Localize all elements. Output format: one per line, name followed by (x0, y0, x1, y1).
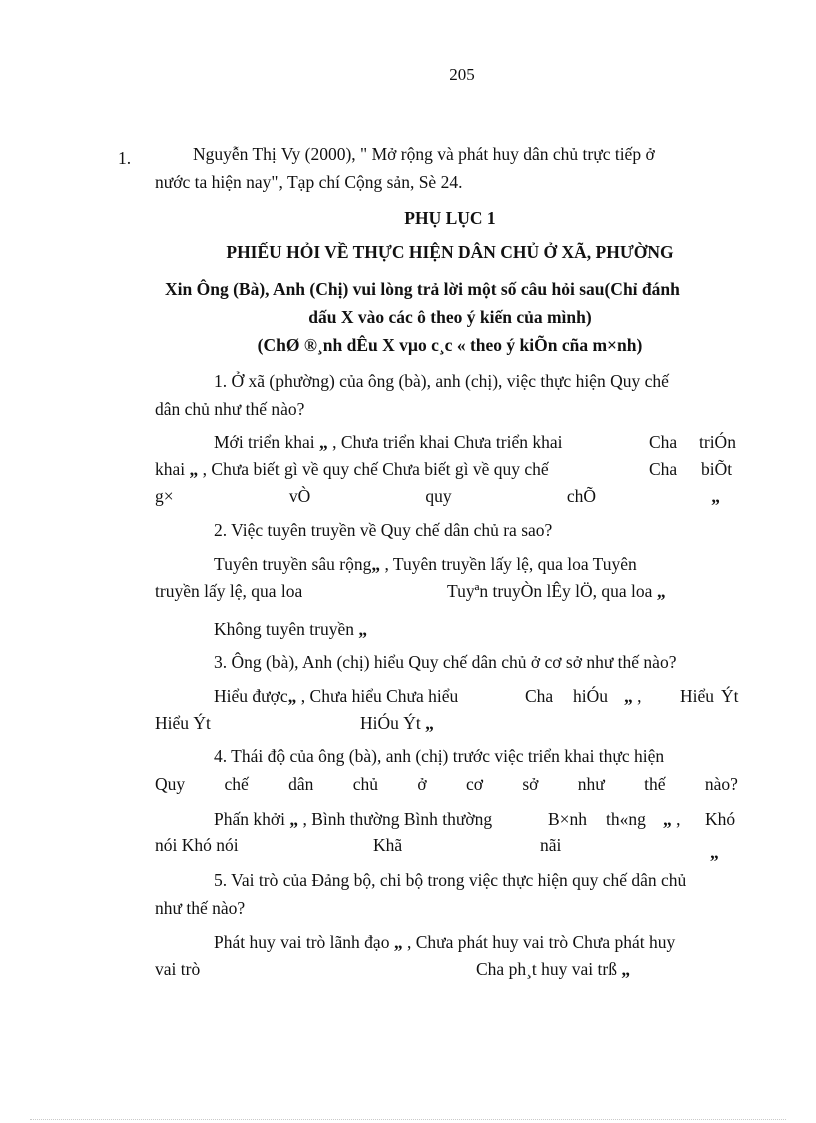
question-word: chủ (352, 774, 379, 794)
question-5-line-1: 5. Vai trò của Đảng bộ, chi bộ trong việc thực hiện quy chế dân chủ (214, 870, 687, 890)
q4-garbled-3 (373, 834, 402, 856)
option-text: , Chưa phát huy vai trò Chưa phát huy (406, 932, 676, 952)
q3-answer-line-2 (155, 712, 211, 734)
question-word: chế (224, 774, 249, 794)
option-text: , Tuyên truyền lấy lệ, qua loa Tuyên (384, 554, 637, 574)
question-1-line-1: 1. Ở xã (phường) của ông (bà), anh (chị), việc thực hiện Quy chế (214, 371, 669, 391)
option-text: vai trò (155, 959, 201, 979)
option-text: Hiểu (680, 686, 715, 706)
option-text: , Bình thường Bình thường (302, 809, 493, 829)
q5-answer-line-1 (214, 931, 675, 953)
q3-garbled-2 (573, 685, 608, 707)
question-3-line-1: 3. Ông (bà), Anh (chị) hiểu Quy chế dân chủ ở cơ sở như thế nào? (214, 652, 677, 672)
question-2-line-1: 2. Việc tuyên truyền về Quy chế dân chủ ra sao? (214, 520, 553, 540)
option-text: Không tuyên truyền (214, 619, 354, 639)
checkbox-mark[interactable]: „ (663, 809, 672, 829)
question-word: như (577, 774, 605, 794)
option-text: , (676, 809, 681, 829)
option-text: , Chưa triển khai Chưa triển khai (332, 432, 563, 452)
option-text: , (637, 686, 642, 706)
q2-garbled (447, 580, 666, 602)
page-number: 205 (449, 65, 475, 84)
option-text: Mới triển khai (214, 432, 315, 452)
q3-checkbox-group (624, 685, 642, 707)
garbled-text: th«ng (606, 809, 646, 829)
garbled-text: g× (155, 486, 174, 506)
option-text: Phấn khởi (214, 809, 285, 829)
checkbox-mark[interactable]: „ (287, 686, 297, 706)
question-word: thế (644, 774, 666, 794)
q5-garbled (476, 958, 630, 980)
option-text: nói Khó nói (155, 835, 239, 855)
q4-answer-line-1 (214, 808, 492, 830)
question-4-line-2 (155, 773, 738, 795)
option-text: Hiểu được (214, 686, 288, 706)
reference-line-1 (193, 143, 740, 165)
checkbox-mark[interactable]: „ (393, 932, 403, 952)
question-word: dân (288, 774, 314, 794)
option-text: khai (155, 459, 186, 479)
garbled-text: quy (425, 486, 452, 506)
q1-garbled-3 (649, 458, 677, 480)
checkbox-mark[interactable]: „ (289, 809, 299, 829)
garbled-text: chÕ (566, 486, 597, 506)
reference-line-2: nước ta hiện nay", Tạp chí Cộng sản, Sè 24. (155, 172, 463, 192)
appendix-subtitle: PHIẾU HỎI VỀ THỰC HIỆN DÂN CHỦ Ở XÃ, PHƯỜNG (226, 242, 674, 262)
checkbox-mark[interactable]: „ (656, 581, 666, 601)
option-text: truyền lấy lệ, qua loa (155, 581, 303, 601)
garbled-text: ph¸t huy vai trß (508, 959, 617, 979)
q4-checkbox-end (710, 841, 719, 863)
q3-hieu (680, 685, 714, 707)
q4-garbled-4 (540, 834, 561, 856)
question-word: Quy (155, 774, 186, 794)
reference-text-1: Nguyễn Thị Vy (2000), " Mở rộng và phát huy dân chủ trực tiếp ở (193, 144, 655, 164)
question-5-line-2: như thế nào? (155, 898, 246, 918)
garbled-text: biÕt (701, 459, 733, 479)
q2-answer-line-3 (214, 618, 367, 640)
q3-garbled-1 (525, 685, 553, 707)
checkbox-mark[interactable]: „ (189, 459, 199, 479)
checkbox-mark[interactable]: „ (425, 713, 434, 733)
garbled-text: Tuyªn truyÒn lÊy lÖ, qua loa (447, 581, 653, 601)
q2-answer-line-2 (155, 580, 302, 602)
option-text: Phát huy vai trò lãnh đạo (214, 932, 390, 952)
question-word: sở (522, 774, 539, 794)
q4-answer-line-2 (155, 834, 239, 856)
garbled-text: hiÓu (573, 686, 608, 706)
garbled-text: Cha (476, 959, 505, 979)
option-text: , Chưa hiểu Chưa hiểu (300, 686, 459, 706)
option-text: Tuyên truyền sâu rộng (214, 554, 372, 574)
intro-garbled: (ChØ ®¸nh dÊu X vµo c¸c « theo ý kiÕn cña m×nh) (257, 335, 643, 355)
option-text: , Chưa biết gì về quy chế Chưa biết gì về quy chế (202, 459, 549, 479)
intro-line-1: Xin Ông (Bà), Anh (Chị) vui lòng trả lời một số câu hỏi sau(Chỉ đánh (165, 279, 680, 299)
q1-answer-line-3 (155, 485, 720, 507)
intro-line-2: dấu X vào các ô theo ý kiến của mình) (308, 307, 592, 327)
q4-checkbox-group (663, 808, 681, 830)
q1-garbled-1 (649, 431, 677, 453)
option-text: Khó (705, 809, 736, 829)
q3-it (721, 685, 739, 707)
q5-answer-line-2 (155, 958, 200, 980)
q3-garbled-3 (360, 712, 434, 734)
checkbox-mark[interactable]: „ (371, 554, 381, 574)
garbled-text: nãi (540, 835, 562, 855)
garbled-text: vÒ (288, 486, 311, 506)
q4-kho (705, 808, 735, 830)
garbled-text: Cha (649, 459, 678, 479)
q1-garbled-2 (699, 431, 736, 453)
q2-answer-line-1 (214, 553, 637, 575)
checkbox-mark[interactable]: „ (621, 959, 631, 979)
checkbox-mark[interactable]: „ (711, 486, 720, 506)
question-word: cơ (465, 774, 484, 794)
q1-garbled-4 (701, 458, 732, 480)
appendix-title: PHỤ LỤC 1 (404, 208, 496, 228)
garbled-text: HiÓu Ýt (360, 713, 421, 733)
garbled-text: Khã (373, 835, 403, 855)
option-text: Ýt (721, 686, 739, 706)
checkbox-mark[interactable]: „ (624, 686, 633, 706)
garbled-text: triÓn (699, 432, 736, 452)
q1-answer-line-2 (155, 458, 549, 480)
garbled-text: Cha (525, 686, 554, 706)
q3-answer-line-1 (214, 685, 458, 707)
q4-garbled-1 (548, 808, 587, 830)
page-bottom-rule (30, 1119, 786, 1120)
question-word: nào? (704, 774, 738, 794)
checkbox-mark[interactable]: „ (358, 619, 368, 639)
reference-number: 1. (118, 148, 132, 168)
question-word: ở (417, 774, 427, 794)
garbled-text: Cha (649, 432, 678, 452)
option-text: Hiểu Ýt (155, 713, 211, 733)
checkbox-mark[interactable]: „ (319, 432, 328, 452)
question-4-line-1: 4. Thái độ của ông (bà), anh (chị) trước việc triển khai thực hiện (214, 746, 665, 766)
question-1-line-2: dân chủ như thế nào? (155, 399, 305, 419)
q4-garbled-2 (606, 808, 646, 830)
garbled-text: B×nh (548, 809, 588, 829)
q1-answer-line-1 (214, 431, 563, 453)
checkbox-mark[interactable]: „ (710, 842, 719, 862)
